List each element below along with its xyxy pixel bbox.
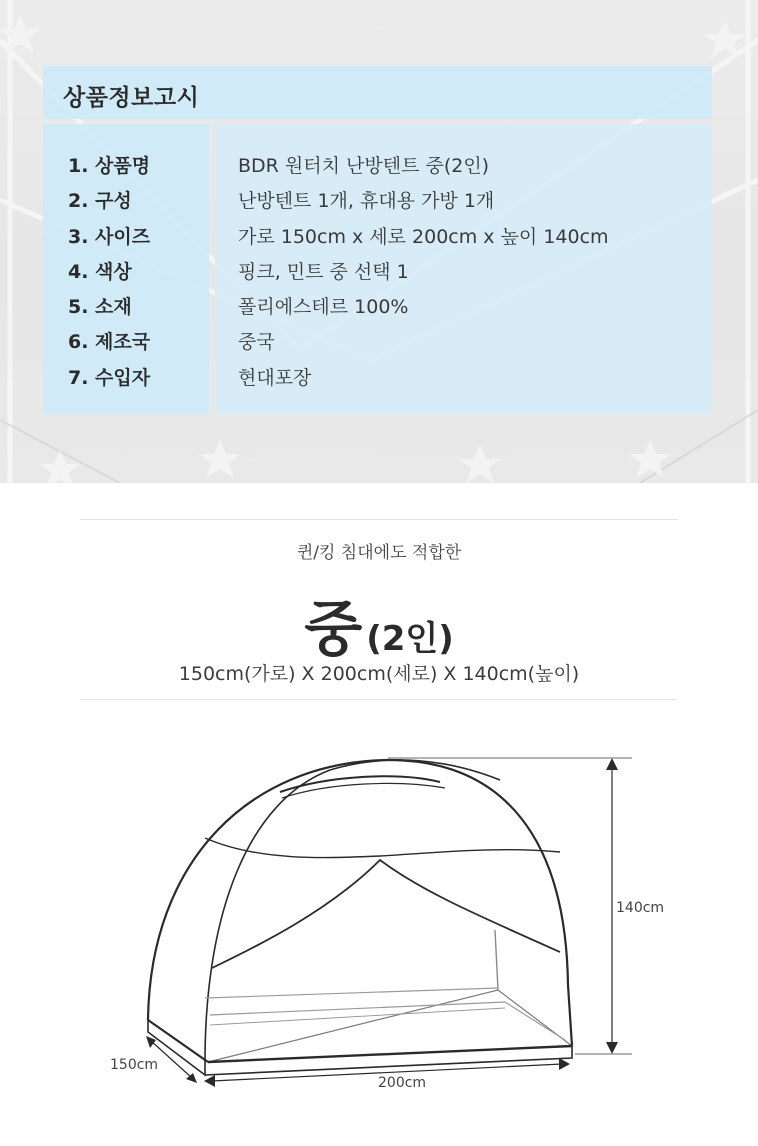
length-label: 200cm [378,1075,427,1091]
row-value-size: 가로 150cm x 세로 200cm x 높이 140cm [238,226,609,248]
product-info-section [0,0,758,483]
row-value-importer: 현대포장 [238,367,312,389]
row-value-origin: 중국 [238,331,275,353]
height-dimension-line [388,758,632,1054]
tent-frame-outer [148,760,572,1046]
size-name: 중 [304,595,363,665]
row-label-color: 4. 색상 [68,261,132,283]
row-value-color: 핑크, 민트 중 선택 1 [238,261,409,283]
row-label-product-name: 1. 상품명 [68,155,151,177]
row-label-importer: 7. 수입자 [68,367,151,389]
size-dimensions: 150cm(가로) X 200cm(세로) X 140cm(높이) [178,663,580,685]
row-value-material: 폴리에스테르 100% [238,296,409,318]
row-value-composition: 난방텐트 1개, 휴대용 가방 1개 [238,190,495,212]
info-table-title: 상품정보고시 [63,85,200,111]
tent-door [212,860,560,968]
row-value-product-name: BDR 원터치 난방텐트 중(2인) [238,155,490,177]
width-label: 150cm [110,1057,159,1073]
row-label-origin: 6. 제조국 [68,331,151,353]
tent-floor [208,990,572,1062]
size-capacity: (2인) [366,619,454,659]
divider-bottom [80,699,678,700]
height-label: 140cm [616,900,665,916]
info-table-header [43,66,712,119]
size-heading [0,582,758,668]
divider-top [80,519,678,520]
row-label-material: 5. 소재 [68,296,132,318]
row-label-composition: 2. 구성 [68,190,132,212]
size-subtitle: 퀸/킹 침대에도 적합한 [296,543,462,563]
row-label-size: 3. 사이즈 [68,226,151,248]
